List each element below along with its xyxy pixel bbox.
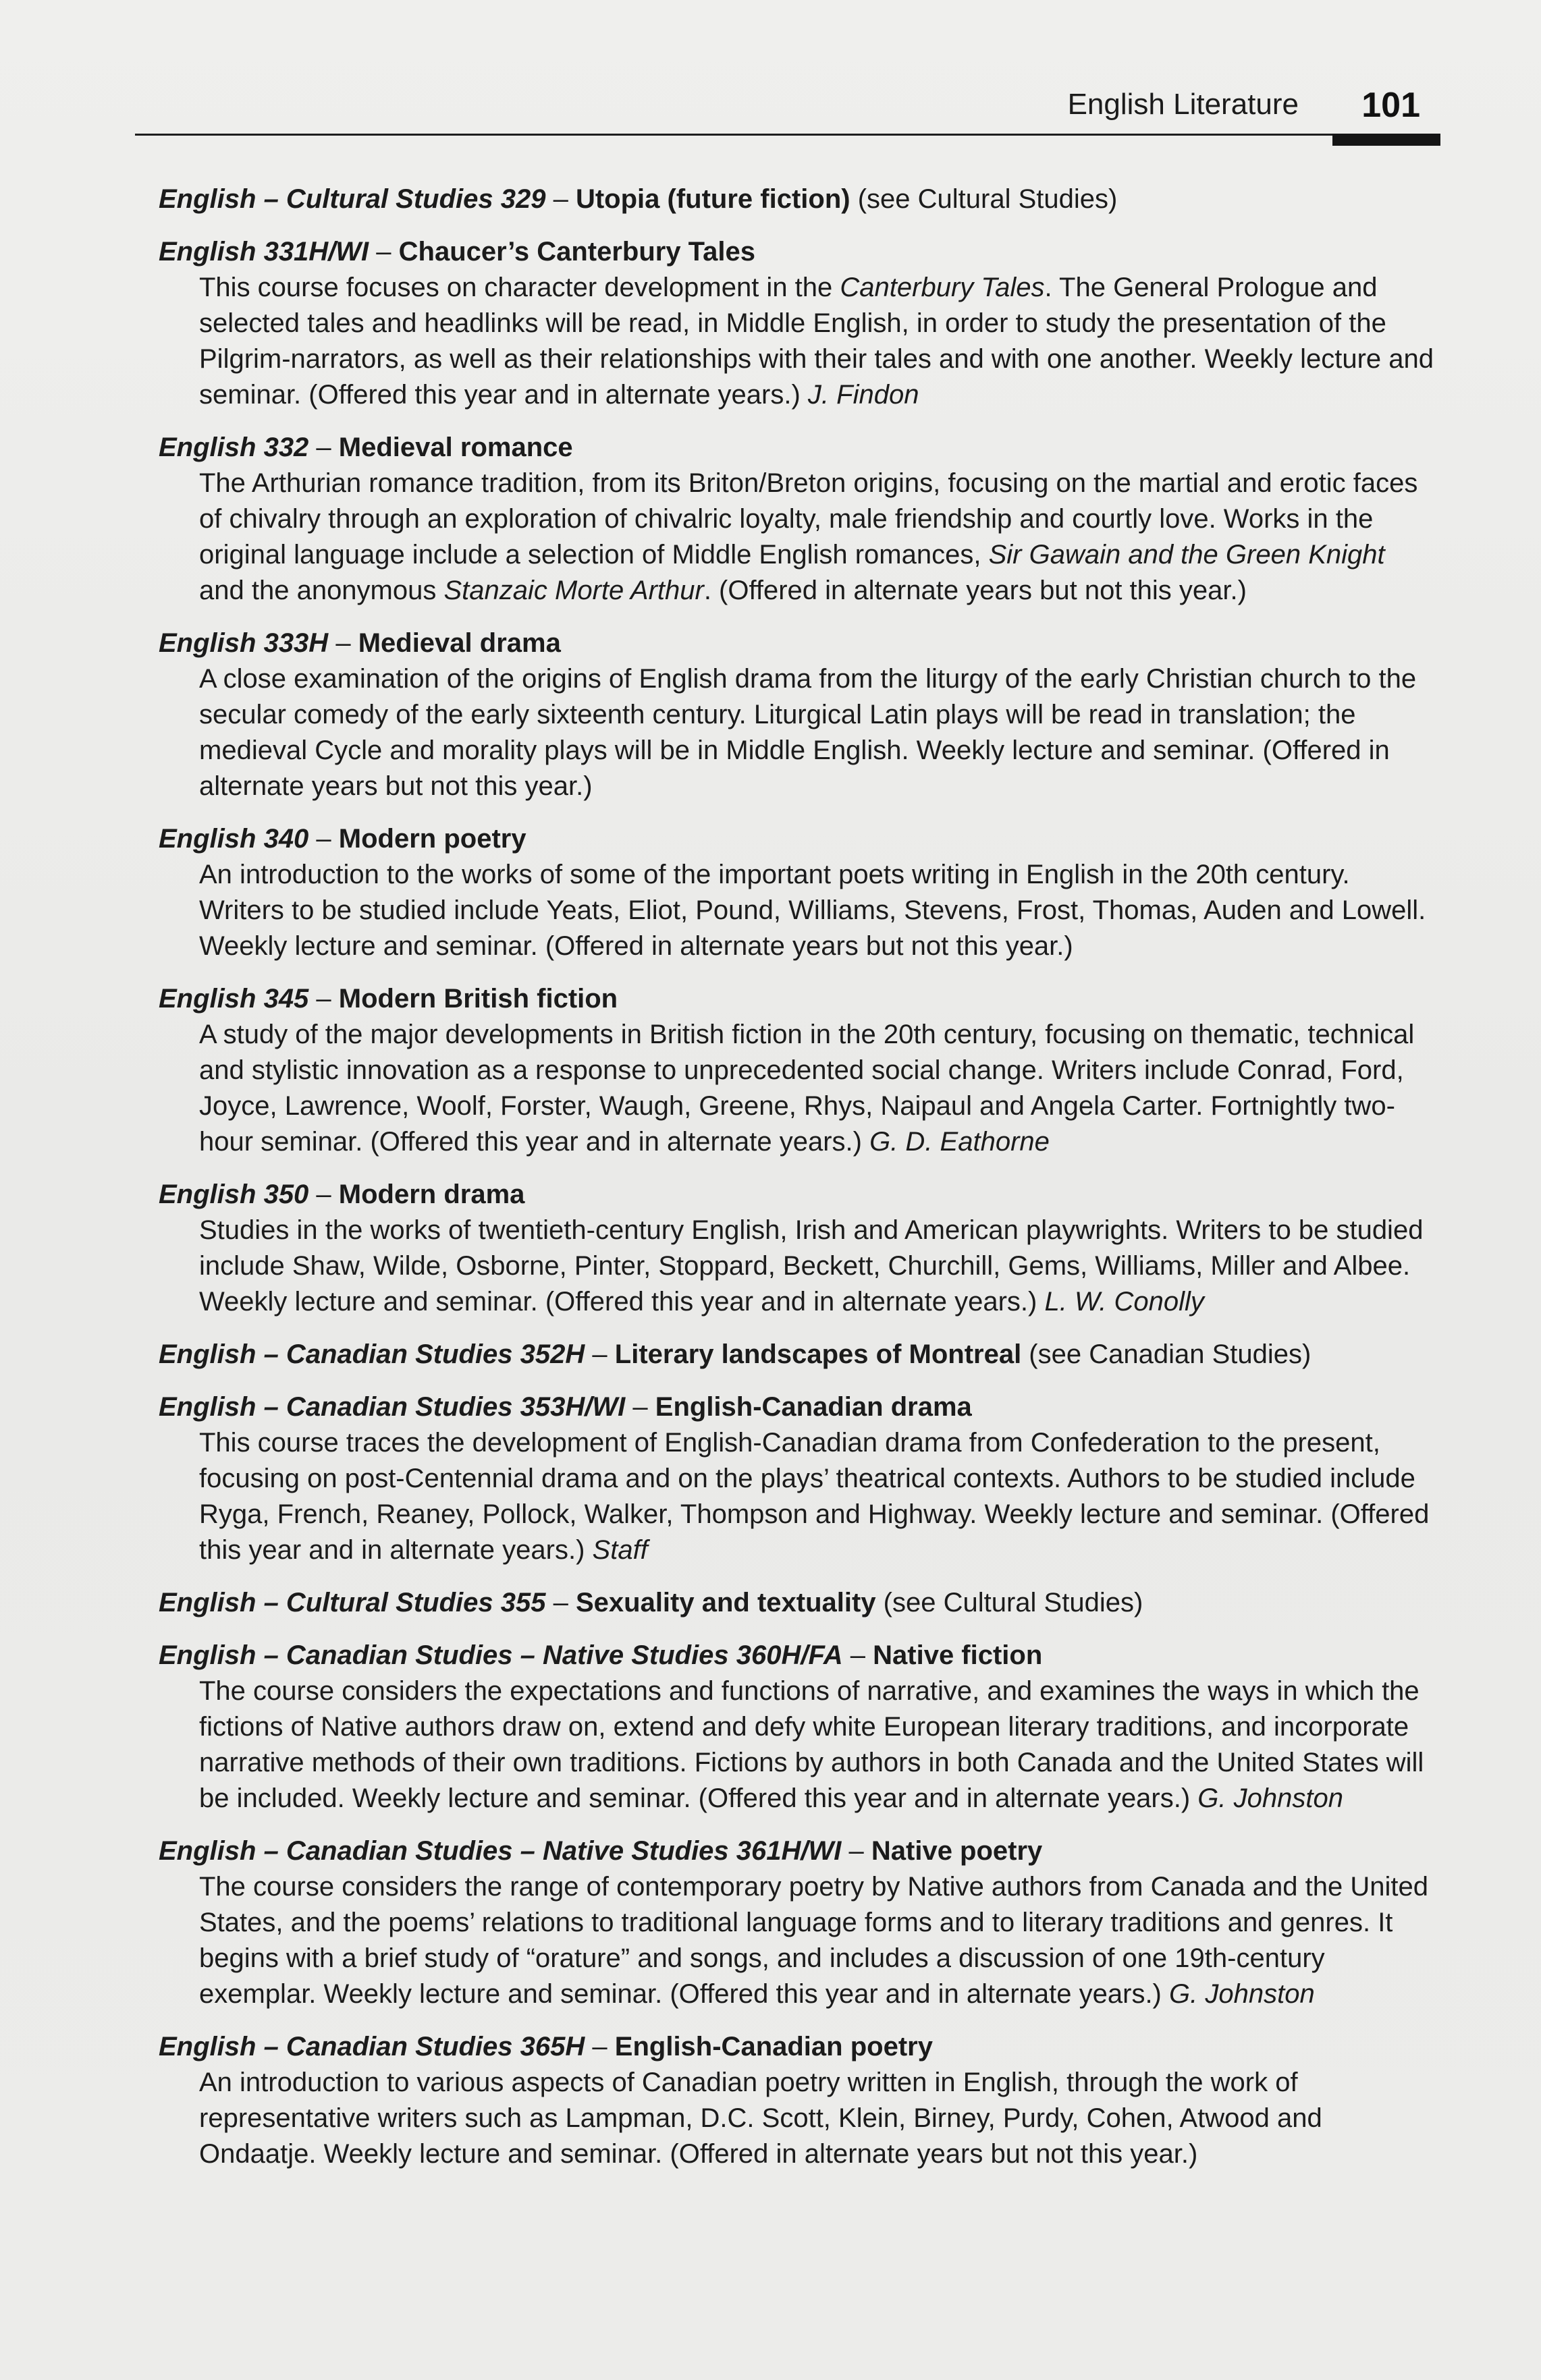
course-heading bbox=[159, 625, 1434, 661]
course-heading bbox=[159, 181, 1434, 217]
description-text: An introduction to various aspects of Canadian poetry written in English, through the work of representative writers such as Lampman, D.C. Scott, Klein, Birney, Purdy, Cohen, Atwood and Ondaatje. Weekly lecture and seminar. (Offered in alternate years but not this year.) bbox=[199, 2068, 1322, 2169]
description-text: and the anonymous bbox=[199, 576, 444, 605]
cross-reference-note: (see Canadian Studies) bbox=[1021, 1339, 1312, 1369]
course-code: English – Canadian Studies – Native Studies 361H/WI bbox=[159, 1836, 842, 1866]
heading-separator: – bbox=[841, 1836, 871, 1866]
course-entry bbox=[159, 2028, 1434, 2172]
instructor-name: G. Johnston bbox=[1197, 1783, 1343, 1813]
instructor-name: L. W. Conolly bbox=[1044, 1287, 1204, 1317]
course-heading bbox=[159, 980, 1434, 1017]
course-title: Medieval romance bbox=[338, 433, 573, 462]
section-title: English Literature bbox=[1067, 88, 1299, 121]
course-code: English – Cultural Studies 355 bbox=[159, 1588, 546, 1617]
heading-separator: – bbox=[585, 2032, 615, 2061]
course-entry bbox=[159, 1336, 1434, 1373]
instructor-name: Staff bbox=[592, 1535, 648, 1565]
course-description bbox=[199, 1869, 1434, 2012]
course-entry bbox=[159, 181, 1434, 217]
page-number: 101 bbox=[1361, 86, 1420, 125]
instructor-name: G. Johnston bbox=[1169, 1979, 1315, 2009]
description-text: Studies in the works of twentieth-century English, Irish and American playwrights. Writers to be studied include Shaw, Wilde, Osborne, Pinter, Stoppard, Beckett, Churchill, Gems, Williams, Miller and Albee. Weekly lecture and seminar. (Offered this year and in alternate years.) bbox=[199, 1215, 1424, 1317]
course-code: English 331H/WI bbox=[159, 237, 369, 267]
course-title: Chaucer’s Canterbury Tales bbox=[398, 237, 755, 267]
description-text: This course focuses on character development in the bbox=[199, 273, 840, 302]
course-entry bbox=[159, 1637, 1434, 1817]
course-code: English – Canadian Studies 365H bbox=[159, 2032, 585, 2061]
course-description bbox=[199, 661, 1434, 804]
work-title: Sir Gawain and the Green Knight bbox=[988, 540, 1385, 570]
course-code: English 350 bbox=[159, 1180, 309, 1209]
course-entry bbox=[159, 1584, 1434, 1621]
course-heading bbox=[159, 1336, 1434, 1373]
course-code: English – Cultural Studies 329 bbox=[159, 184, 546, 214]
course-entry bbox=[159, 1176, 1434, 1320]
course-description bbox=[199, 1425, 1434, 1568]
course-code: English 333H bbox=[159, 628, 329, 658]
heading-separator: – bbox=[842, 1640, 873, 1670]
course-title: Literary landscapes of Montreal bbox=[614, 1339, 1022, 1369]
heading-separator: – bbox=[369, 237, 399, 267]
course-code: English – Canadian Studies – Native Studies 360H/FA bbox=[159, 1640, 843, 1670]
work-title: Stanzaic Morte Arthur bbox=[443, 576, 704, 605]
instructor-name: J. Findon bbox=[807, 380, 919, 410]
header-tab-bar bbox=[1332, 134, 1440, 146]
cross-reference-note: (see Cultural Studies) bbox=[875, 1588, 1143, 1617]
course-heading bbox=[159, 1833, 1434, 1869]
course-title: Medieval drama bbox=[358, 628, 561, 658]
course-entry bbox=[159, 1833, 1434, 2012]
heading-separator: – bbox=[308, 824, 339, 854]
description-text: . The General Prologue and selected tales and headlinks will be read, in Middle English, in order to study the presentation of the Pilgrim-narrators, as well as their relationships with their tales and with one another. Weekly lecture and seminar. (Offered this year and in alternate years.) bbox=[199, 273, 1434, 410]
description-text: This course traces the development of English-Canadian drama from Confederation to the present, focusing on post-Centennial drama and on the plays’ theatrical contexts. Authors to be studied include Ryga, French, Reaney, Pollock, Walker, Thompson and Highway. Weekly lecture and seminar. (Offered this year and in alternate years.) bbox=[199, 1428, 1430, 1565]
course-entry bbox=[159, 625, 1434, 804]
course-title: Modern British fiction bbox=[338, 984, 618, 1014]
course-title: Native poetry bbox=[871, 1836, 1043, 1866]
course-description bbox=[199, 466, 1434, 609]
page-header bbox=[135, 80, 1440, 147]
course-entry bbox=[159, 1389, 1434, 1568]
course-code: English 345 bbox=[159, 984, 309, 1014]
heading-separator: – bbox=[625, 1392, 655, 1422]
course-heading bbox=[159, 1389, 1434, 1425]
course-title: English-Canadian drama bbox=[655, 1392, 972, 1422]
heading-separator: – bbox=[585, 1339, 615, 1369]
course-entry bbox=[159, 233, 1434, 413]
course-code: English – Canadian Studies 353H/WI bbox=[159, 1392, 626, 1422]
course-heading bbox=[159, 429, 1434, 466]
heading-separator: – bbox=[545, 184, 576, 214]
course-description bbox=[199, 857, 1434, 964]
course-heading bbox=[159, 2028, 1434, 2065]
course-entry bbox=[159, 821, 1434, 964]
description-text: A study of the major developments in British fiction in the 20th century, focusing on thematic, technical and stylistic innovation as a response to unprecedented social change. Writers include Conrad, Ford, Joyce, Lawrence, Woolf, Forster, Waugh, Greene, Rhys, Naipaul and Angela Carter. Fortnightly two-hour seminar. (Offered this year and in alternate years.) bbox=[199, 1020, 1415, 1157]
course-description bbox=[199, 1213, 1434, 1320]
course-list bbox=[159, 181, 1434, 2188]
course-heading bbox=[159, 821, 1434, 857]
course-description bbox=[199, 1673, 1434, 1817]
course-title: English-Canadian poetry bbox=[614, 2032, 933, 2061]
work-title: Canterbury Tales bbox=[840, 273, 1045, 302]
heading-separator: – bbox=[308, 1180, 339, 1209]
course-title: Native fiction bbox=[873, 1640, 1043, 1670]
course-heading bbox=[159, 1176, 1434, 1213]
description-text: The course considers the expectations and functions of narrative, and examines the ways in which the fictions of Native authors draw on, extend and defy white European literary traditions, and incorporate narrative methods of their own traditions. Fictions by authors in both Canada and the United States will be included. Weekly lecture and seminar. (Offered this year and in alternate years.) bbox=[199, 1676, 1424, 1813]
description-text: The course considers the range of contemporary poetry by Native authors from Canada and the United States, and the poems’ relations to traditional language forms and to literary traditions and genres. It begins with a brief study of “orature” and songs, and includes a discussion of one 19th-century exemplar. Weekly lecture and seminar. (Offered this year and in alternate years.) bbox=[199, 1872, 1428, 2009]
description-text: . (Offered in alternate years but not this year.) bbox=[703, 576, 1247, 605]
heading-separator: – bbox=[308, 433, 339, 462]
description-text: The Arthurian romance tradition, from its Briton/Breton origins, focusing on the martial and erotic faces of chivalry through an exploration of chivalric loyalty, male friendship and courtly love. Works in the original language include a selection of Middle English romances, bbox=[199, 468, 1418, 570]
course-heading bbox=[159, 233, 1434, 270]
course-title: Modern poetry bbox=[338, 824, 526, 854]
description-text: A close examination of the origins of English drama from the liturgy of the early Christian church to the secular comedy of the early sixteenth century. Liturgical Latin plays will be read in translation; the medieval Cycle and morality plays will be in Middle English. Weekly lecture and seminar. (Offered in alternate years but not this year.) bbox=[199, 664, 1417, 801]
course-title: Modern drama bbox=[338, 1180, 525, 1209]
course-description bbox=[199, 2065, 1434, 2172]
heading-separator: – bbox=[328, 628, 358, 658]
course-code: English – Canadian Studies 352H bbox=[159, 1339, 585, 1369]
course-heading bbox=[159, 1584, 1434, 1621]
course-entry bbox=[159, 429, 1434, 609]
course-description bbox=[199, 270, 1434, 413]
course-title: Utopia (future fiction) bbox=[575, 184, 850, 214]
description-text: An introduction to the works of some of the important poets writing in English in the 20th century. Writers to be studied include Yeats, Eliot, Pound, Williams, Stevens, Frost, Thomas, Auden and Lowell. Weekly lecture and seminar. (Offered in alternate years but not this year.) bbox=[199, 860, 1426, 961]
course-code: English 332 bbox=[159, 433, 309, 462]
heading-separator: – bbox=[308, 984, 339, 1014]
course-description bbox=[199, 1017, 1434, 1160]
course-code: English 340 bbox=[159, 824, 309, 854]
course-title: Sexuality and textuality bbox=[575, 1588, 876, 1617]
instructor-name: G. D. Eathorne bbox=[869, 1127, 1050, 1157]
course-entry bbox=[159, 980, 1434, 1160]
heading-separator: – bbox=[545, 1588, 576, 1617]
cross-reference-note: (see Cultural Studies) bbox=[850, 184, 1118, 214]
header-rule bbox=[135, 134, 1440, 136]
course-heading bbox=[159, 1637, 1434, 1673]
